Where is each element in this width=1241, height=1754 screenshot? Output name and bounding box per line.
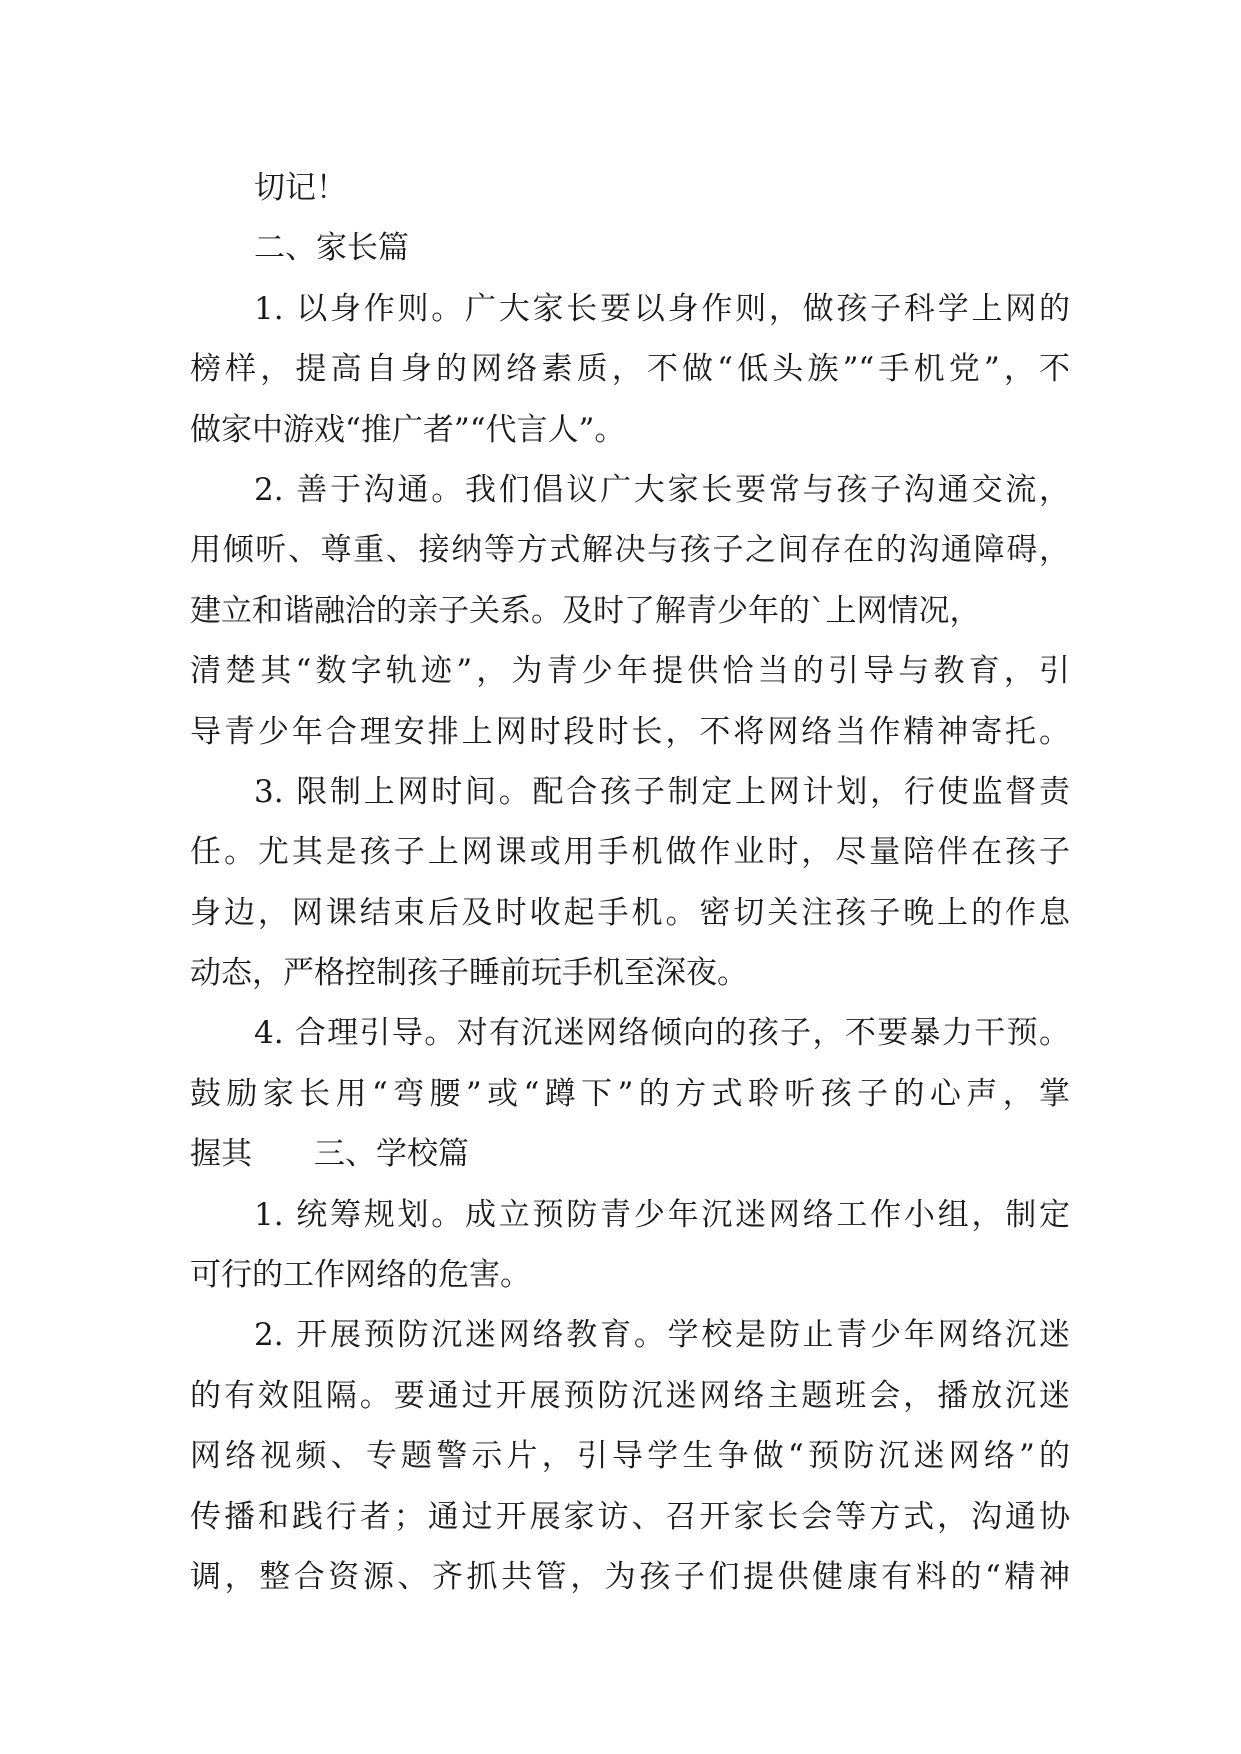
text-line: 1. 以身作则。广大家长要以身作则，做孩子科学上网的 <box>254 290 1070 327</box>
text-line: 可行的工作网络的危害。 <box>190 1257 531 1294</box>
text-line: 导青少年合理安排上网时段时长，不将网络当作精神寄托。 <box>190 713 1070 750</box>
text-line: 建立和谐融洽的亲子关系。及时了解青少年的`上网情况， <box>190 592 981 629</box>
text-line: 2. 善于沟通。我们倡议广大家长要常与孩子沟通交流， <box>254 471 1070 508</box>
text-line: 用倾听、尊重、接纳等方式解决与孩子之间存在的沟通障碍， <box>190 532 1070 569</box>
text-line: 网络视频、专题警示片，引导学生争做“预防沉迷网络”的 <box>190 1438 1070 1475</box>
text-line: 传播和践行者；通过开展家访、召开家长会等方式，沟通协 <box>190 1498 1070 1535</box>
text-line: 3. 限制上网时间。配合孩子制定上网计划，行使监督责 <box>254 773 1070 810</box>
text-line: 切记！ <box>254 170 347 206</box>
text-line <box>190 1124 1070 1184</box>
text-line: 2. 开展预防沉迷网络教育。学校是防止青少年网络沉迷 <box>254 1317 1070 1354</box>
text-fragment: 握其 <box>190 1136 252 1173</box>
text-line: 的有效阻隔。要通过开展预防沉迷网络主题班会，播放沉迷 <box>190 1377 1070 1414</box>
text-line: 任。尤其是孩子上网课或用手机做作业时，尽量陪伴在孩子 <box>190 834 1070 871</box>
section-heading: 三、学校篇 <box>314 1136 469 1173</box>
text-line: 调，整合资源、齐抓共管，为孩子们提供健康有料的“精神 <box>190 1558 1070 1595</box>
text-line: 榜样，提高自身的网络素质，不做“低头族”“手机党”，不 <box>190 351 1070 388</box>
text-line: 清楚其“数字轨迹”，为青少年提供恰当的引导与教育，引 <box>190 653 1070 690</box>
text-line: 鼓励家长用“弯腰”或“蹲下”的方式聆听孩子的心声，掌 <box>190 1075 1070 1112</box>
text-line: 身边，网课结束后及时收起手机。密切关注孩子晚上的作息 <box>190 894 1070 931</box>
text-line: 4. 合理引导。对有沉迷网络倾向的孩子，不要暴力干预。 <box>254 1015 1070 1052</box>
text-line: 做家中游戏“推广者”“代言人”。 <box>190 411 626 448</box>
text-line: 1. 统筹规划。成立预防青少年沉迷网络工作小组，制定 <box>254 1196 1070 1233</box>
document-body <box>190 158 1070 1607</box>
section-heading: 二、家长篇 <box>254 230 409 267</box>
text-line: 动态，严格控制孩子睡前玩手机至深夜。 <box>190 955 748 992</box>
